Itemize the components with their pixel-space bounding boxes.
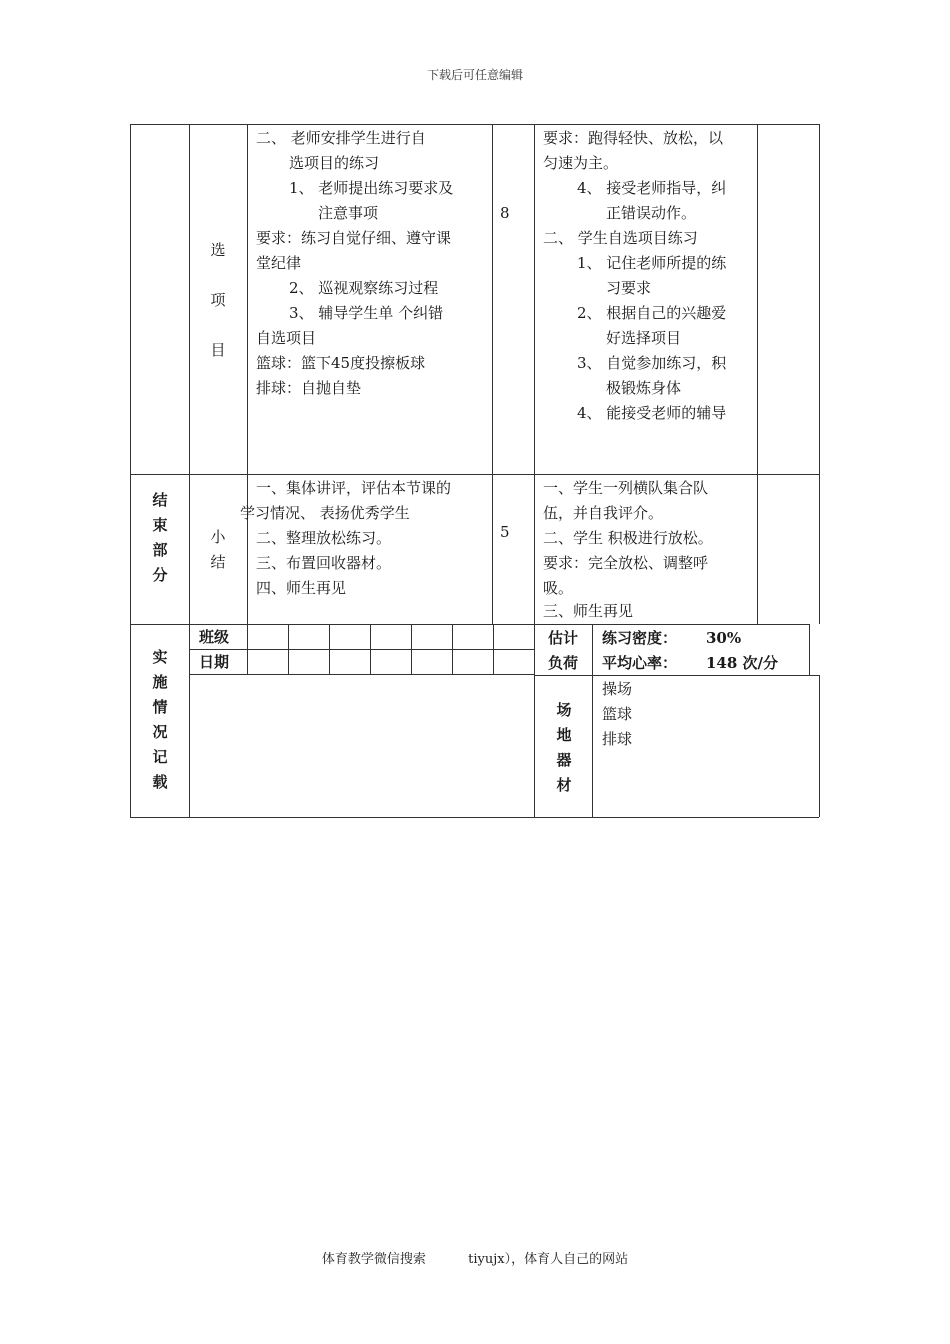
- student-line: 2、 根据自己的兴趣爱: [577, 304, 727, 322]
- student-line: 要求：跑得轻快、放松，以: [543, 129, 724, 147]
- grid-col-6: [452, 624, 453, 674]
- class-date-divider: [189, 649, 534, 650]
- col-divider-1: [189, 124, 190, 817]
- content-line: 要求：练习自觉仔细、遵守课: [256, 229, 452, 247]
- grid-col-5: [411, 624, 412, 674]
- table-border-left: [130, 124, 131, 817]
- page-header: 下载后可任意编辑: [426, 68, 523, 82]
- content-line: 二、 老师安排学生进行自: [256, 129, 426, 147]
- student-line: 伍，并自我评介。: [543, 504, 664, 522]
- content-line: 四、师生再见: [256, 579, 347, 597]
- density-value: 30%: [706, 629, 742, 647]
- density-label: 练习密度：: [602, 629, 678, 647]
- content-line: 注意事项: [318, 204, 379, 222]
- part-char: 结: [152, 491, 168, 509]
- student-line: 极锻炼身体: [606, 379, 682, 397]
- col-divider-3: [492, 124, 493, 624]
- part-char: 束: [152, 516, 168, 534]
- row-divider-2: [130, 624, 809, 625]
- student-line: 要求：完全放松、调整呼: [543, 554, 709, 572]
- venue-item: 操场: [602, 680, 633, 698]
- date-label: 日期: [199, 653, 230, 671]
- venue-char: 场: [556, 701, 572, 719]
- content-line: 自选项目: [256, 329, 317, 347]
- grid-col-2: [288, 624, 289, 674]
- student-line: 二、学生 积极进行放松。: [543, 529, 713, 547]
- student-line: 二、 学生自选项目练习: [543, 229, 698, 247]
- content-line: 选项目的练习: [289, 154, 380, 172]
- student-line: 正错误动作。: [606, 204, 697, 222]
- venue-char: 器: [556, 751, 572, 769]
- venue-item: 篮球: [602, 705, 633, 723]
- part-char: 施: [152, 673, 168, 691]
- student-line: 习要求: [606, 279, 652, 297]
- section-elective-time: 8: [500, 204, 510, 222]
- label-char: 目: [210, 341, 226, 359]
- part-char: 载: [152, 773, 168, 791]
- student-line: 三、师生再见: [543, 602, 634, 620]
- student-line: 4、 能接受老师的辅导: [577, 404, 727, 422]
- student-line: 匀速为主。: [543, 154, 619, 172]
- footer-left-text: 体育教学微信搜索: [321, 1252, 426, 1267]
- load-label-line: 估计: [548, 629, 579, 647]
- heart-rate-value: 148 次/分: [706, 654, 779, 672]
- heart-rate-label: 平均心率：: [602, 654, 678, 672]
- grid-col-3: [329, 624, 330, 674]
- content-line: 2、 巡视观察练习过程: [289, 279, 439, 297]
- label-char: 项: [210, 291, 226, 309]
- venue-char: 材: [556, 776, 572, 794]
- class-label: 班级: [199, 628, 230, 646]
- content-line: 篮球：篮下45度投擦板球: [256, 354, 426, 372]
- label-char: 结: [210, 553, 226, 571]
- content-line: 堂纪律: [256, 254, 302, 272]
- load-label-divider: [592, 624, 593, 817]
- content-line: 学习情况、 表扬优秀学生: [240, 504, 410, 522]
- student-line: 好选择项目: [606, 329, 682, 347]
- student-line: 4、 接受老师指导，纠: [577, 179, 727, 197]
- load-label-line: 负荷: [548, 654, 579, 672]
- grid-col-1: [247, 624, 248, 674]
- table-border-right-lower: [819, 675, 820, 817]
- content-line: 3、 辅导学生单 个纠错: [289, 304, 444, 322]
- col-divider-4: [534, 124, 535, 817]
- student-line: 吸。: [543, 579, 574, 597]
- col-divider-5: [757, 124, 758, 624]
- label-char: 选: [210, 241, 226, 259]
- part-char: 记: [152, 748, 168, 766]
- grid-col-7: [493, 624, 494, 674]
- footer-right-text: tiyujx），体育人自己的网站: [468, 1252, 629, 1267]
- content-line: 排球：自抛自垫: [256, 379, 362, 397]
- part-char: 情: [152, 698, 168, 716]
- table-border-top: [130, 124, 819, 125]
- student-line: 1、 记住老师所提的练: [577, 254, 727, 272]
- content-line: 三、布置回收器材。: [256, 554, 392, 572]
- part-char: 分: [152, 566, 168, 584]
- grid-col-4: [370, 624, 371, 674]
- part-char: 部: [152, 541, 168, 559]
- part-char: 况: [152, 723, 168, 741]
- date-row-bottom: [189, 674, 534, 675]
- content-line: 1、 老师提出练习要求及: [289, 179, 454, 197]
- section-summary-time: 5: [500, 523, 510, 541]
- content-line: 一、集体讲评，评估本节课的: [256, 479, 452, 497]
- content-line: 二、整理放松练习。: [256, 529, 392, 547]
- table-border-bottom: [130, 817, 819, 818]
- row-divider-1: [130, 474, 819, 475]
- page-footer: [0, 1248, 950, 1267]
- label-char: 小: [210, 528, 226, 546]
- load-box-right: [809, 624, 810, 675]
- table-border-right: [819, 124, 820, 624]
- part-char: 实: [152, 648, 168, 666]
- student-line: 3、 自觉参加练习，积: [577, 354, 727, 372]
- col-divider-2: [247, 124, 248, 624]
- venue-item: 排球: [602, 730, 633, 748]
- venue-char: 地: [556, 726, 572, 744]
- student-line: 一、学生一列横队集合队: [543, 479, 709, 497]
